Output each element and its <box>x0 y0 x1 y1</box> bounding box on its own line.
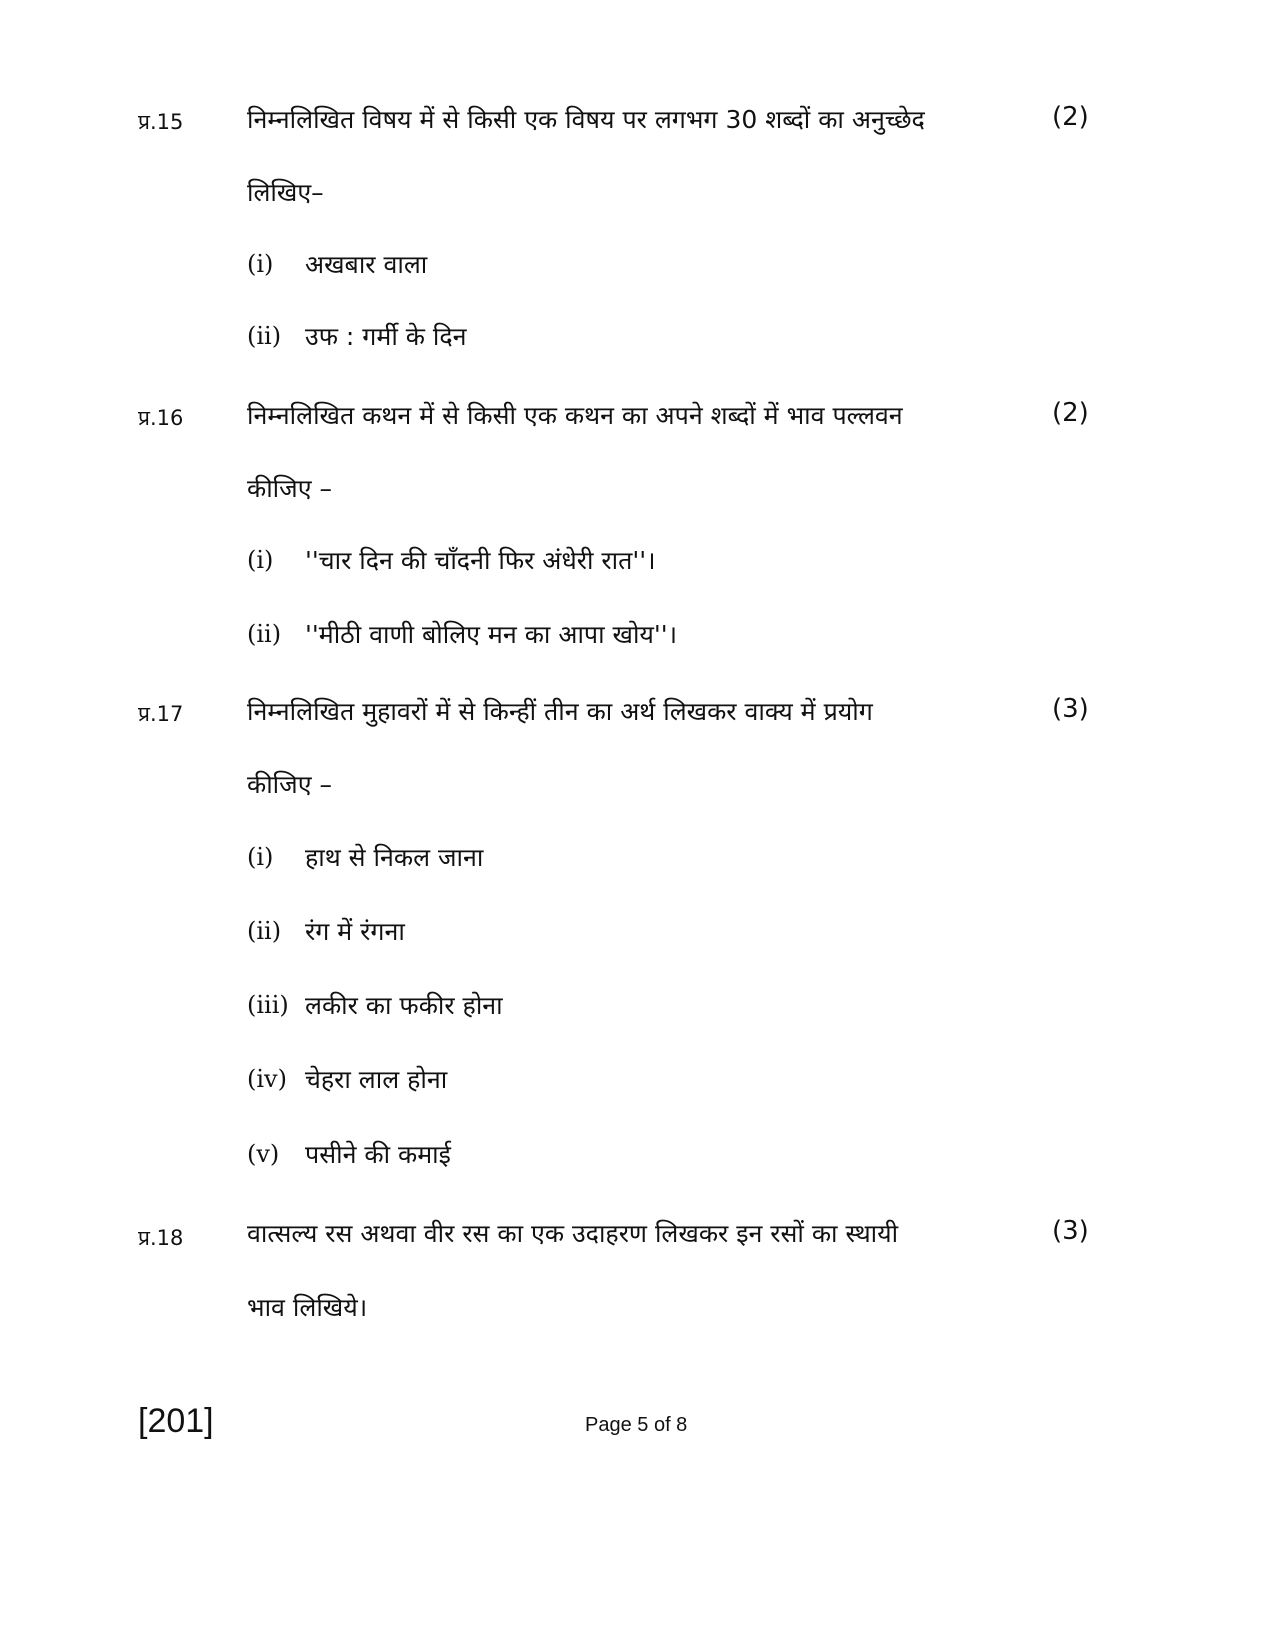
option-text: हाथ से निकल जाना <box>305 843 484 872</box>
question-text: वात्सल्य रस अथवा वीर रस का एक उदाहरण लिखकर इन रसों का स्थायी <box>247 1219 899 1248</box>
option-number: (v) <box>247 1140 280 1168</box>
marks: (2) <box>1052 398 1089 428</box>
marks: (3) <box>1052 694 1089 724</box>
option-number: (ii) <box>247 620 282 648</box>
option-number: (i) <box>247 546 274 574</box>
question-text: निम्नलिखित मुहावरों में से किन्हीं तीन का अर्थ लिखकर वाक्य में प्रयोग <box>247 697 873 726</box>
question-number: प्र.15 <box>138 110 184 134</box>
option-text: रंग में रंगना <box>305 917 405 946</box>
question-number: प्र.17 <box>138 702 184 726</box>
question-text: निम्नलिखित विषय में से किसी एक विषय पर लगभग 30 शब्दों का अनुच्छेद <box>247 105 925 134</box>
question-number: प्र.18 <box>138 1226 184 1250</box>
question-text: भाव लिखिये। <box>247 1293 368 1322</box>
option-number: (ii) <box>247 322 282 350</box>
option-number: (i) <box>247 843 274 871</box>
option-text: पसीने की कमाई <box>305 1140 451 1169</box>
page-number: Page 5 of 8 <box>585 1414 688 1436</box>
option-text: चेहरा लाल होना <box>305 1065 448 1094</box>
option-number: (iii) <box>247 991 289 1019</box>
option-text: अखबार वाला <box>305 250 428 279</box>
question-text: कीजिए – <box>247 474 332 503</box>
marks: (2) <box>1052 102 1089 132</box>
option-text: ''चार दिन की चाँदनी फिर अंधेरी रात''। <box>305 546 656 575</box>
option-text: ''मीठी वाणी बोलिए मन का आपा खोय''। <box>305 620 678 649</box>
option-text: लकीर का फकीर होना <box>305 991 503 1020</box>
option-number: (ii) <box>247 917 282 945</box>
option-text: उफ : गर्मी के दिन <box>305 322 467 351</box>
option-number: (iv) <box>247 1065 287 1093</box>
question-number: प्र.16 <box>138 406 184 430</box>
option-number: (i) <box>247 250 274 278</box>
marks: (3) <box>1052 1216 1089 1246</box>
paper-code: [201] <box>138 1402 214 1440</box>
question-text: कीजिए – <box>247 770 332 799</box>
question-text: लिखिए– <box>247 178 324 207</box>
question-text: निम्नलिखित कथन में से किसी एक कथन का अपने शब्दों में भाव पल्लवन <box>247 401 903 430</box>
